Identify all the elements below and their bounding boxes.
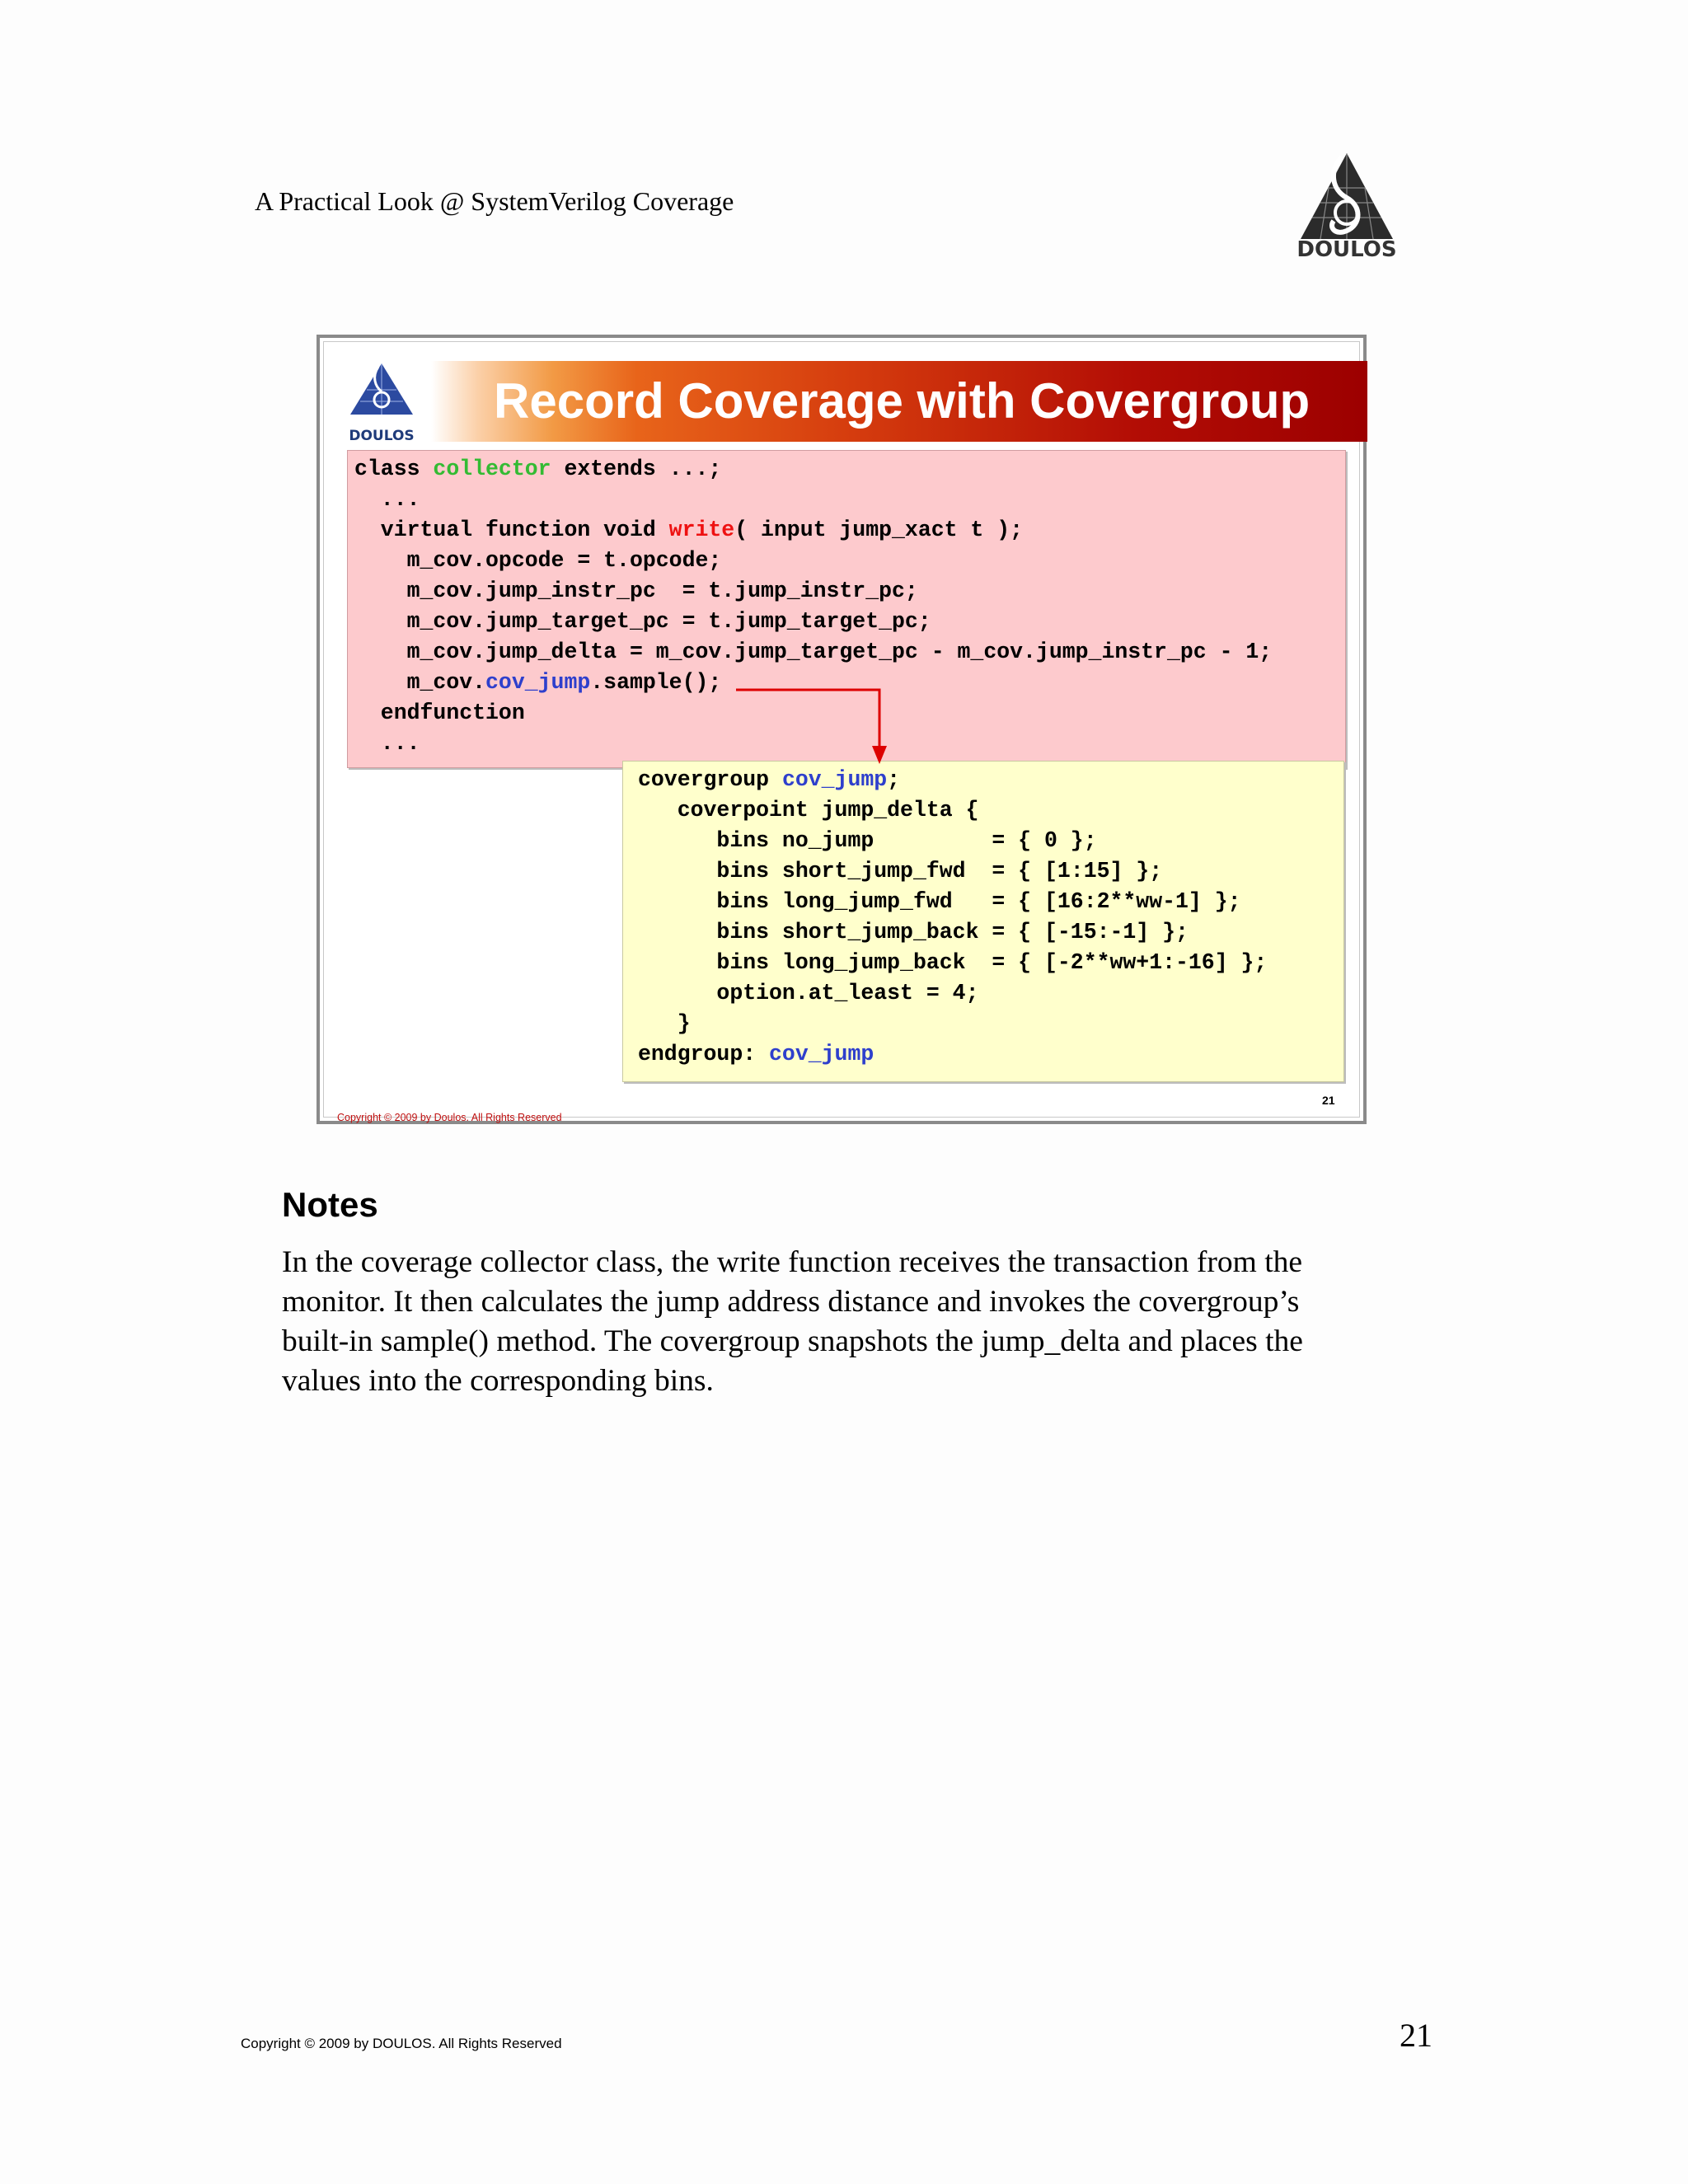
code-text: covergroup [638,767,782,792]
code-line: coverpoint jump_delta { [638,798,979,823]
notes-line: In the coverage collector class, the write function receives the transaction from the [282,1245,1303,1279]
code-text: endgroup: [638,1042,770,1066]
code-line: option.at_least = 4; [638,981,979,1005]
code-line [638,1042,874,1066]
slide-number: 21 [1322,1094,1335,1107]
code-text: extends ...; [551,457,722,481]
notes-body [282,1243,1411,1401]
collector-code [354,454,1272,759]
function-name-write: write [668,518,735,542]
code-line: ... [354,487,420,512]
code-text: ( input jump_xact t ); [734,518,1024,542]
code-line: m_cov.jump_delta = m_cov.jump_target_pc - m_cov.jump_instr_pc - 1; [354,640,1273,664]
page-number: 21 [1400,2017,1432,2054]
code-line: bins long_jump_back = { [-2**ww+1:-16] }; [638,950,1268,975]
code-line [354,670,721,695]
code-line: ... [354,731,420,756]
code-line [638,767,900,792]
covergroup-end-label-cov-jump: cov_jump [769,1042,874,1066]
code-line [354,518,1023,542]
notes-line: values into the corresponding bins. [282,1364,714,1398]
code-line: bins long_jump_fwd = { [16:2**ww-1] }; [638,889,1241,914]
slide-title-bar [431,361,1367,442]
code-text: m_cov. [354,670,486,695]
code-line: m_cov.jump_instr_pc = t.jump_instr_pc; [354,579,918,603]
code-line: } [638,1011,691,1036]
slide-doulos-logo-icon [349,362,415,416]
slide-title: Record Coverage with Covergroup [494,373,1311,429]
slide-copyright: Copyright © 2009 by Doulos. All Rights Reserved [337,1112,562,1123]
collector-code-block [347,450,1346,768]
code-text: ; [887,767,901,792]
code-line: bins short_jump_fwd = { [1:15] }; [638,859,1163,883]
doulos-logo-label: DOULOS [1296,237,1397,262]
covergroup-name-cov-jump: cov_jump [781,767,888,792]
code-line [354,457,721,481]
code-text: class [354,457,434,481]
notes-heading: Notes [282,1185,378,1224]
notes-line: monitor. It then calculates the jump address distance and invokes the covergroup’s [282,1285,1300,1319]
slide-frame [323,341,1360,1123]
slide [316,335,1367,1124]
code-line: endfunction [354,701,525,725]
covergroup-ref-cov-jump: cov_jump [485,670,591,695]
code-text: virtual function void [354,518,669,542]
page-header-title: A Practical Look @ SystemVerilog Coverage [255,186,734,216]
code-line: bins no_jump = { 0 }; [638,828,1097,853]
code-line: m_cov.jump_target_pc = t.jump_target_pc; [354,609,931,634]
slide-doulos-logo-label: DOULOS [349,428,415,444]
code-text: .sample(); [590,670,722,695]
footer-copyright: Copyright © 2009 by DOULOS. All Rights Reserved [241,2036,562,2051]
covergroup-code [638,765,1267,1070]
notes-line: built-in sample() method. The covergroup snapshots the jump_delta and places the [282,1324,1303,1358]
class-name-collector: collector [433,457,551,481]
code-line: bins short_jump_back = { [-15:-1] }; [638,920,1189,944]
code-line: m_cov.opcode = t.opcode; [354,548,722,573]
covergroup-code-block [622,761,1344,1082]
